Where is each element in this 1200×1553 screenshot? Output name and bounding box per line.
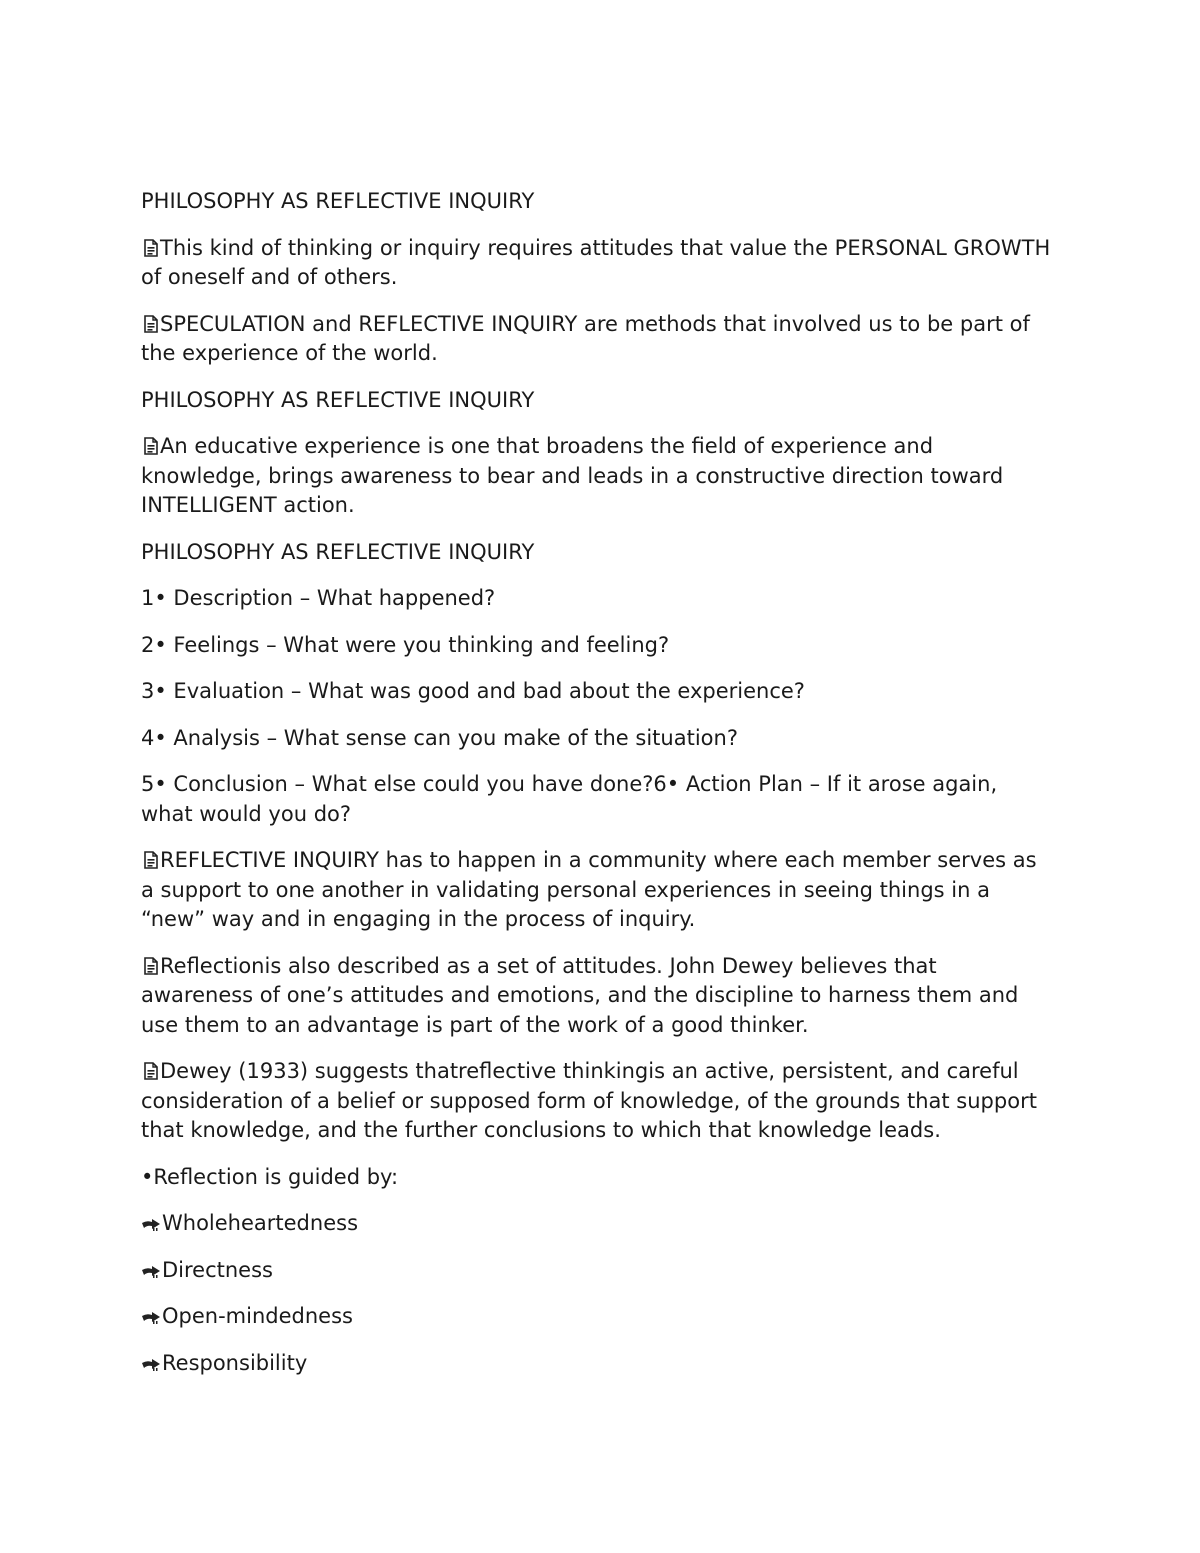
arrow-bullet-item xyxy=(141,1256,1051,1286)
numbered-step xyxy=(141,770,1051,829)
bullet-text: Dewey (1933) suggests thatreflective thinkingis an active, persistent, and careful consideration of a belief or supposed form of knowledge, of the grounds that support that knowledge, and the further conclusions to which that knowledge leads. xyxy=(141,1059,1037,1142)
document-page xyxy=(141,187,1051,1395)
document-icon xyxy=(141,314,159,334)
numbered-step-text: 3• Evaluation – What was good and bad about the experience? xyxy=(141,679,805,703)
document-bullet-item xyxy=(141,234,1051,293)
document-icon xyxy=(141,1061,159,1081)
document-icon xyxy=(141,238,159,258)
numbered-step xyxy=(141,724,1051,754)
arrow-bullet-text: Responsibility xyxy=(162,1350,308,1375)
document-bullet-item xyxy=(141,432,1051,521)
list-intro-text: •Reflection is guided by: xyxy=(141,1164,399,1189)
list-intro xyxy=(141,1163,1051,1193)
numbered-step-text: 4• Analysis – What sense can you make of the situation? xyxy=(141,725,738,750)
document-bullet-item xyxy=(141,310,1051,369)
numbered-step xyxy=(141,584,1051,614)
bullet-text: This kind of thinking or inquiry requires attitudes that value the PERSONAL GROWTH of oneself and of others. xyxy=(141,235,1051,289)
numbered-step xyxy=(141,677,1051,707)
section-heading xyxy=(141,187,1051,217)
arrow-bullet-item xyxy=(141,1209,1051,1239)
document-icon xyxy=(141,956,159,976)
document-icon xyxy=(141,850,159,870)
bullet-text: An educative experience is one that broadens the field of experience and knowledge, brings awareness to bear and leads in a constructive direction toward INTELLIGENT action. xyxy=(141,434,1004,517)
arrow-bullet-text: Open-mindedness xyxy=(162,1304,353,1328)
numbered-step-text: 2• Feelings – What were you thinking and feeling? xyxy=(141,632,670,657)
numbered-step xyxy=(141,631,1051,661)
arrow-icon xyxy=(141,1357,161,1373)
arrow-bullet-item xyxy=(141,1349,1051,1379)
document-icon xyxy=(141,436,159,456)
bullet-text: Reflectionis also described as a set of attitudes. John Dewey believes that awareness of one’s attitudes and emotions, and the discipline to harness them and use them to an advantage is part of the work of a good thinker. xyxy=(141,953,1019,1037)
numbered-step-text: 5• Conclusion – What else could you have done?6• Action Plan – If it arose again, what would you do? xyxy=(141,772,998,826)
document-bullet-item xyxy=(141,1057,1051,1146)
document-bullet-item xyxy=(141,952,1051,1041)
document-bullet-item xyxy=(141,846,1051,935)
section-heading xyxy=(141,538,1051,568)
arrow-bullet-text: Wholeheartedness xyxy=(162,1211,359,1235)
arrow-bullet-item xyxy=(141,1302,1051,1332)
arrow-bullet-text: Directness xyxy=(162,1257,273,1282)
arrow-icon xyxy=(141,1310,161,1326)
section-heading xyxy=(141,386,1051,416)
bullet-text: REFLECTIVE INQUIRY has to happen in a community where each member serves as a support to one another in validating personal experiences in seeing things in a “new” way and in engaging in the process of inquiry. xyxy=(141,848,1037,931)
section-heading-text: PHILOSOPHY AS REFLECTIVE INQUIRY xyxy=(141,539,535,564)
arrow-icon xyxy=(141,1217,161,1233)
arrow-icon xyxy=(141,1264,161,1280)
bullet-text: SPECULATION and REFLECTIVE INQUIRY are methods that involved us to be part of the experience of the world. xyxy=(141,311,1030,365)
section-heading-text: PHILOSOPHY AS REFLECTIVE INQUIRY xyxy=(141,387,535,412)
section-heading-text: PHILOSOPHY AS REFLECTIVE INQUIRY xyxy=(141,189,535,213)
numbered-step-text: 1• Description – What happened? xyxy=(141,586,496,610)
